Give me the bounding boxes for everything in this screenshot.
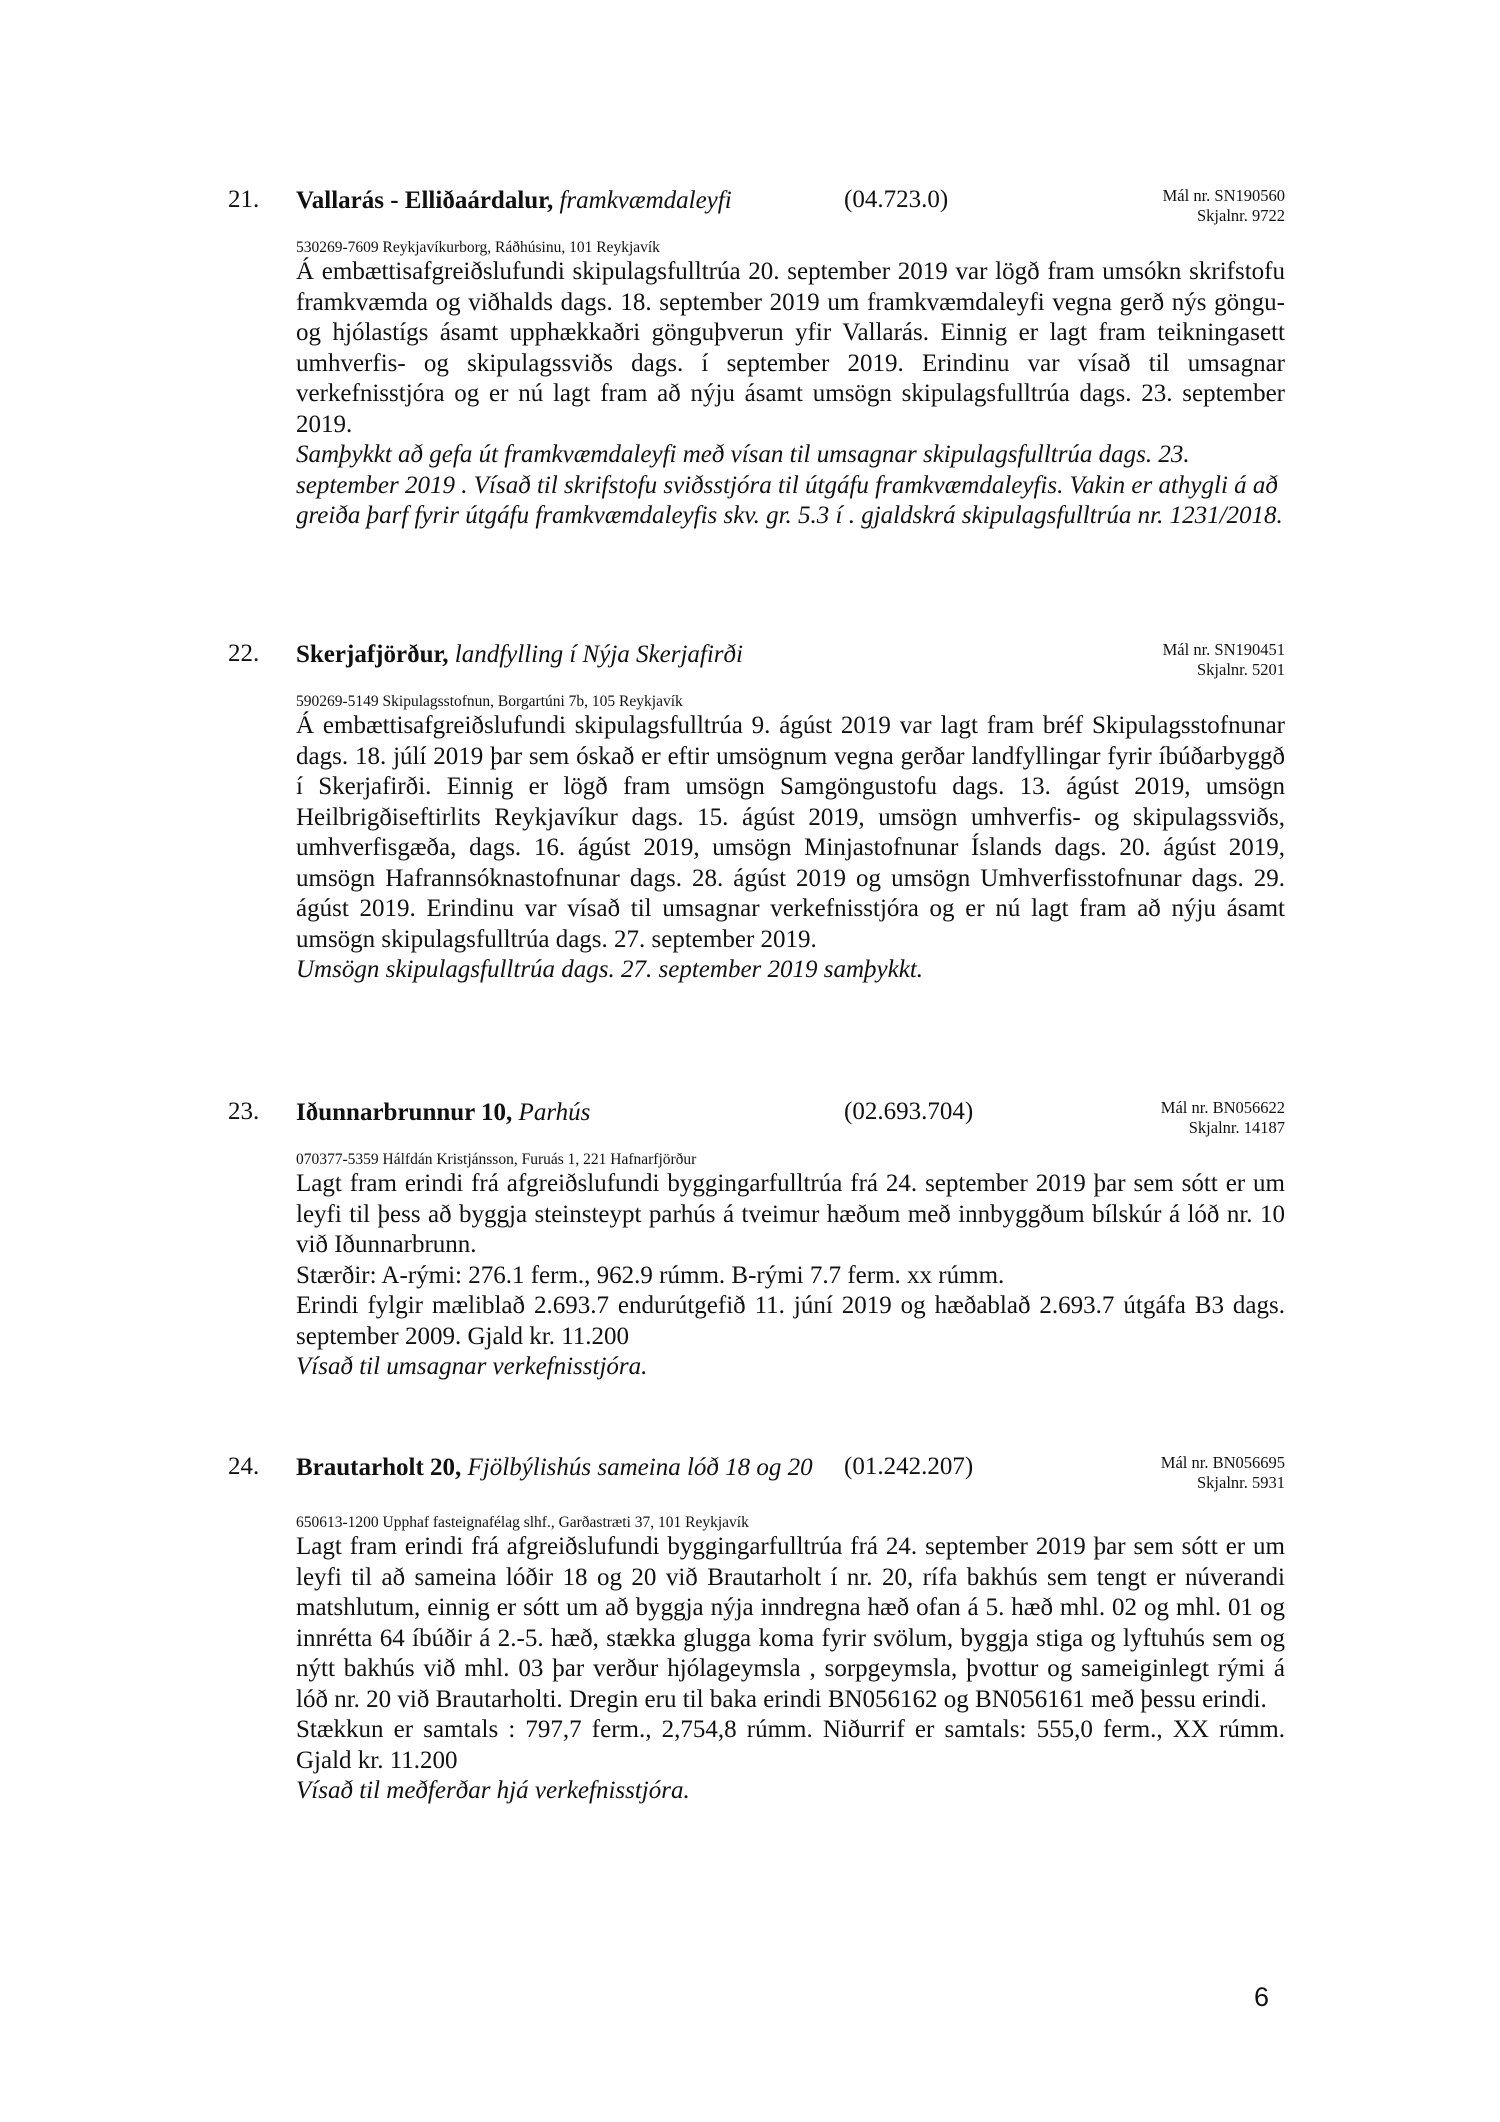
item-body xyxy=(296,711,1285,986)
mal-nr: Mál nr. BN056622 xyxy=(1160,1098,1285,1117)
item-body xyxy=(296,257,1285,532)
item-code: (04.723.0) xyxy=(844,186,949,213)
agenda-item-24 xyxy=(228,1453,1285,1807)
item-header xyxy=(228,1453,1285,1513)
item-decision: Umsögn skipulagsfulltrúa dags. 27. september 2019 samþykkt. xyxy=(296,956,924,983)
item-number: 21. xyxy=(228,186,260,213)
item-title xyxy=(296,1098,590,1127)
mal-nr: Mál nr. SN190451 xyxy=(1162,640,1285,659)
applicant: 650613-1200 Upphaf fasteignafélag slhf., Garðastræti 37, 101 Reykjavík xyxy=(296,1514,749,1531)
skjal-nr: Skjalnr. 14187 xyxy=(1188,1117,1285,1137)
case-reference xyxy=(1163,186,1285,225)
mal-nr: Mál nr. BN056695 xyxy=(1160,1453,1285,1472)
item-subject: Fjölbýlishús sameina lóð 18 og 20 xyxy=(467,1454,813,1481)
item-name: Vallarás - Elliðaárdalur, xyxy=(296,187,554,214)
item-name: Brautarholt 20, xyxy=(296,1454,462,1481)
item-name: Skerjafjörður, xyxy=(296,641,449,668)
item-attachments: Erindi fylgir mæliblað 2.693.7 endurútgefið 11. júní 2019 og hæðablað 2.693.7 útgáfa B3 dags. september 2009. Gjald kr. 11.200 xyxy=(296,1292,1285,1350)
agenda-item-21 xyxy=(228,186,1285,532)
item-number: 24. xyxy=(228,1453,260,1480)
item-decision: Vísað til umsagnar verkefnisstjóra. xyxy=(296,1353,648,1380)
item-subject: Parhús xyxy=(518,1099,591,1126)
item-name: Iðunnarbrunnur 10, xyxy=(296,1099,513,1126)
page-number: 6 xyxy=(1254,1982,1270,2012)
item-body xyxy=(296,1169,1285,1383)
case-reference xyxy=(1161,1098,1285,1137)
item-code: (02.693.704) xyxy=(844,1098,974,1125)
skjal-nr: Skjalnr. 9722 xyxy=(1196,205,1285,225)
item-title xyxy=(296,640,743,669)
item-body xyxy=(296,1532,1285,1807)
item-description: Á embættisafgreiðslufundi skipulagsfulltrúa 20. september 2019 var lögð fram umsókn skrifstofu framkvæmda og viðhalds dags. 18. september 2019 um framkvæmdaleyfi vegna gerð nýs göngu- og hjólastígs ásamt upphækkaðri gönguþverun yfir Vallarás. Einnig er lagt fram teikningasett umhverfis- og skipulagssviðs dags. í september 2019. Erindinu var vísað til umsagnar verkefnisstjóra og er nú lagt fram að nýju ásamt umsögn skipulagsfulltrúa dags. 23. september 2019. xyxy=(296,258,1285,438)
skjal-nr: Skjalnr. 5931 xyxy=(1196,1472,1285,1492)
skjal-nr: Skjalnr. 5201 xyxy=(1196,659,1285,679)
case-reference xyxy=(1161,1453,1285,1492)
applicant: 530269-7609 Reykjavíkurborg, Ráðhúsinu, 101 Reykjavík xyxy=(296,239,660,256)
item-number: 23. xyxy=(228,1098,260,1125)
item-decision: Vísað til meðferðar hjá verkefnisstjóra. xyxy=(296,1777,690,1804)
agenda-item-23 xyxy=(228,1098,1285,1383)
item-subject: framkvæmdaleyfi xyxy=(559,187,732,214)
case-reference xyxy=(1163,640,1285,679)
mal-nr: Mál nr. SN190560 xyxy=(1162,186,1285,205)
item-description: Lagt fram erindi frá afgreiðslufundi byggingarfulltrúa frá 24. september 2019 þar sem sótt er um leyfi til að sameina lóðir 18 og 20 við Brautarholt í nr. 20, rífa bakhús sem tengt er núverandi matshlutum, einnig er sótt um að byggja nýja inndregna hæð ofan á 5. hæð mhl. 02 og mhl. 01 og innrétta 64 íbúðir á 2.-5. hæð, stækka glugga koma fyrir svölum, byggja stiga og lyftuhús sem og nýtt bakhús við mhl. 03 þar verður hjólageymsla , sorpgeymsla, þvottur og sameiginlegt rými á lóð nr. 20 við Brautarholti. Dregin eru til baka erindi BN056162 og BN056161 með þessu erindi. xyxy=(296,1533,1285,1713)
item-title xyxy=(296,1453,816,1482)
item-header xyxy=(228,186,1285,238)
applicant: 070377-5359 Hálfdán Kristjánsson, Furuás 1, 221 Hafnarfjörður xyxy=(296,1151,697,1168)
item-header xyxy=(228,640,1285,692)
item-description: Á embættisafgreiðslufundi skipulagsfulltrúa 9. ágúst 2019 var lagt fram bréf Skipulagsstofnunar dags. 18. júlí 2019 þar sem óskað er eftir umsögnum vegna gerðar landfyllingar fyrir íbúðarbyggð í Skerjafirði. Einnig er lögð fram umsögn Samgöngustofu dags. 13. ágúst 2019, umsögn Heilbrigðiseftirlits Reykjavíkur dags. 15. ágúst 2019, umsögn umhverfis- og skipulagssviðs, umhverfisgæða, dags. 16. ágúst 2019, umsögn Minjastofnunar Íslands dags. 20. ágúst 2019, umsögn Hafrannsóknastofnunar dags. 28. ágúst 2019 og umsögn Umhverfisstofnunar dags. 29. ágúst 2019. Erindinu var vísað til umsagnar verkefnisstjóra og er nú lagt fram að nýju ásamt umsögn skipulagsfulltrúa dags. 27. september 2019. xyxy=(296,712,1285,953)
agenda-item-22 xyxy=(228,640,1285,986)
item-number: 22. xyxy=(228,640,260,667)
item-subject: landfylling í Nýja Skerjafirði xyxy=(454,641,743,668)
item-title xyxy=(296,186,732,215)
item-header xyxy=(228,1098,1285,1150)
item-sizes: Stærðir: A-rými: 276.1 ferm., 962.9 rúmm. B-rými 7.7 ferm. xx rúmm. xyxy=(296,1261,1005,1289)
item-code: (01.242.207) xyxy=(844,1453,974,1480)
item-sizes: Stækkun er samtals : 797,7 ferm., 2,754,8 rúmm. Niðurrif er samtals: 555,0 ferm., XX rúmm. Gjald kr. 11.200 xyxy=(296,1716,1285,1774)
applicant: 590269-5149 Skipulagsstofnun, Borgartúni 7b, 105 Reykjavík xyxy=(296,693,683,710)
item-description: Lagt fram erindi frá afgreiðslufundi byggingarfulltrúa frá 24. september 2019 þar sem sótt er um leyfi til þess að byggja steinsteypt parhús á tveimur hæðum með innbyggðum bílskúr á lóð nr. 10 við Iðunnarbrunn. xyxy=(296,1170,1285,1258)
item-decision: Samþykkt að gefa út framkvæmdaleyfi með vísan til umsagnar skipulagsfulltrúa dags. 23. september 2019 . Vísað til skrifstofu sviðsstjóra til útgáfu framkvæmdaleyfis. Vakin er athygli á að greiða þarf fyrir útgáfu framkvæmdaleyfis skv. gr. 5.3 í . gjaldskrá skipulagsfulltrúa nr. 1231/2018. xyxy=(296,441,1283,529)
